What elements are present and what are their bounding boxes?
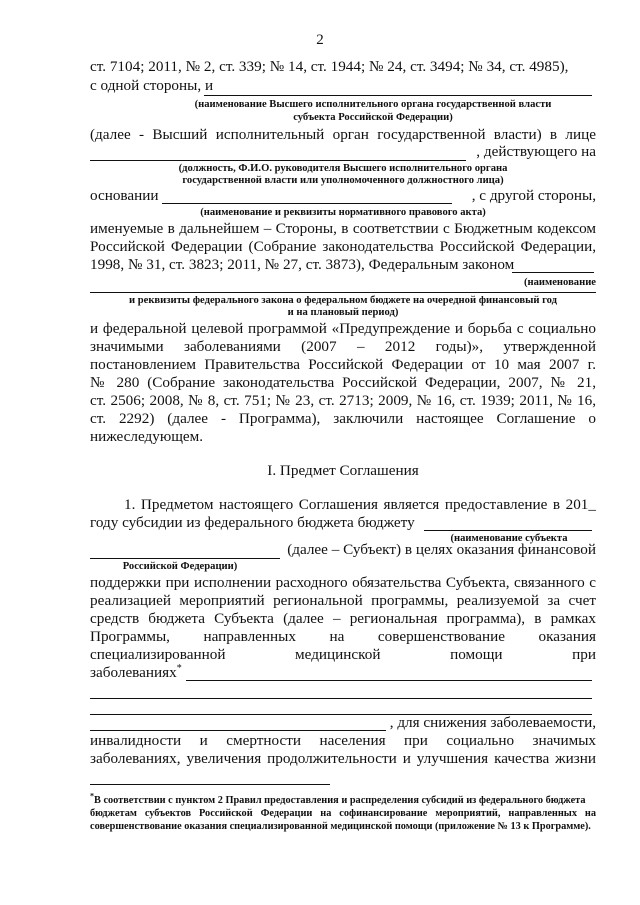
blank-line [90,292,596,293]
text-fragment: заболеваниях [90,664,177,681]
section-title: I. Предмет Соглашения [267,462,419,479]
text-fragment: В соответствии с пунктом 2 Правил предоставления и распределения субсидий из федерального бюджета [94,795,586,806]
text-line: именуемые в дальнейшем – Стороны, в соответствии с Бюджетным кодексом [90,220,596,237]
text-line: постановлением Правительства Российской Федерации от 10 мая 2007 г. [90,356,596,373]
text-line: 1998, № 31, ст. 3823; 2011, № 27, ст. 3873), Федеральным законом [90,256,515,273]
text-line: Российской Федерации (Собрание законодательства Российской Федерации, [90,238,596,255]
blank-line [424,530,592,531]
footnote-line: бюджетам субъектов Российской Федерации на софинансирование мероприятий, направленных на [90,808,596,819]
text-line: (далее - Высший исполнительный орган государственной власти) в лице [90,126,596,143]
text-line: ст. 7104; 2011, № 2, ст. 339; № 14, ст. 1944; № 24, ст. 3494; № 34, ст. 4985), [90,58,569,75]
text-line: (далее – Субъект) в целях оказания финансовой [287,541,596,558]
footnote-line [90,791,596,807]
field-caption: и на плановый период) [287,307,399,318]
text-line: и федеральной целевой программой «Предупреждение и борьба с социально [90,320,596,337]
blank-line [186,680,592,681]
blank-line [204,95,592,96]
text-line: № 280 (Собрание законодательства Российской Федерации, 2007, № 21, [90,374,596,391]
text-line: инвалидности и смертности населения при социально значимых [90,732,596,749]
footnote-mark: * [90,791,94,801]
text-line: реализацией мероприятий региональной программы, реализуемой за счет [90,592,596,609]
text-line: , с другой стороны, [471,187,596,204]
text-line: значимыми заболеваниями (2007 – 2012 годы)», утвержденной [90,338,596,355]
text-line: Программы, направленных на совершенствование оказания [90,628,596,645]
field-caption: Российской Федерации) [122,561,238,572]
field-caption: и реквизиты федерального закона о федеральном бюджете на очередной финансовый год [128,295,558,306]
text-line: году субсидии из федерального бюджета бюджету [90,514,415,531]
field-caption: (наименование [523,277,596,288]
text-line: ст. 2292) (далее - Программа), заключили настоящее Соглашение о [90,410,596,427]
text-line: основании [90,187,159,204]
field-caption: субъекта Российской Федерации) [293,112,453,123]
footnote-separator [90,784,330,785]
field-caption: (наименование и реквизиты нормативного правового акта) [200,207,486,218]
text-line: , действующего на [476,143,596,160]
text-line: специализированной медицинской помощи при [90,646,596,663]
field-caption: государственной власти или уполномоченного должностного лица) [182,175,504,186]
text-line: с одной стороны, и [90,77,214,94]
blank-line [90,698,592,699]
blank-line [90,160,466,161]
blank-line [162,203,452,204]
footnote-mark: * [176,662,182,674]
text-line: нижеследующем. [90,428,204,445]
text-line: , для снижения заболеваемости, [389,714,596,731]
blank-line [90,730,386,731]
footnote-line: совершенствование оказания специализированной медицинской помощи (приложение № 13 к Программе). [90,821,591,832]
field-caption: (должность, Ф.И.О. руководителя Высшего исполнительного органа [178,163,508,174]
text-line: ст. 2506; 2008, № 8, ст. 751; № 23, ст. 2713; 2009, № 16, ст. 1939; 2011, № 16, [90,392,596,409]
blank-line [512,272,594,273]
page-number: 2 [316,32,324,48]
text-line: заболеваниях, увеличения продолжительности и улучшения качества жизни [90,750,596,767]
field-caption: (наименование субъекта [450,533,568,544]
text-line: поддержки при исполнении расходного обязательства Субъекта, связанного с [90,574,596,591]
field-caption: (наименование Высшего исполнительного органа государственной власти [194,99,552,110]
blank-line [90,558,280,559]
text-line: средств бюджета Субъекта (далее – региональная программа), в рамках [90,610,596,627]
text-line: 1. Предметом настоящего Соглашения является предоставление в 201_ [124,496,596,513]
